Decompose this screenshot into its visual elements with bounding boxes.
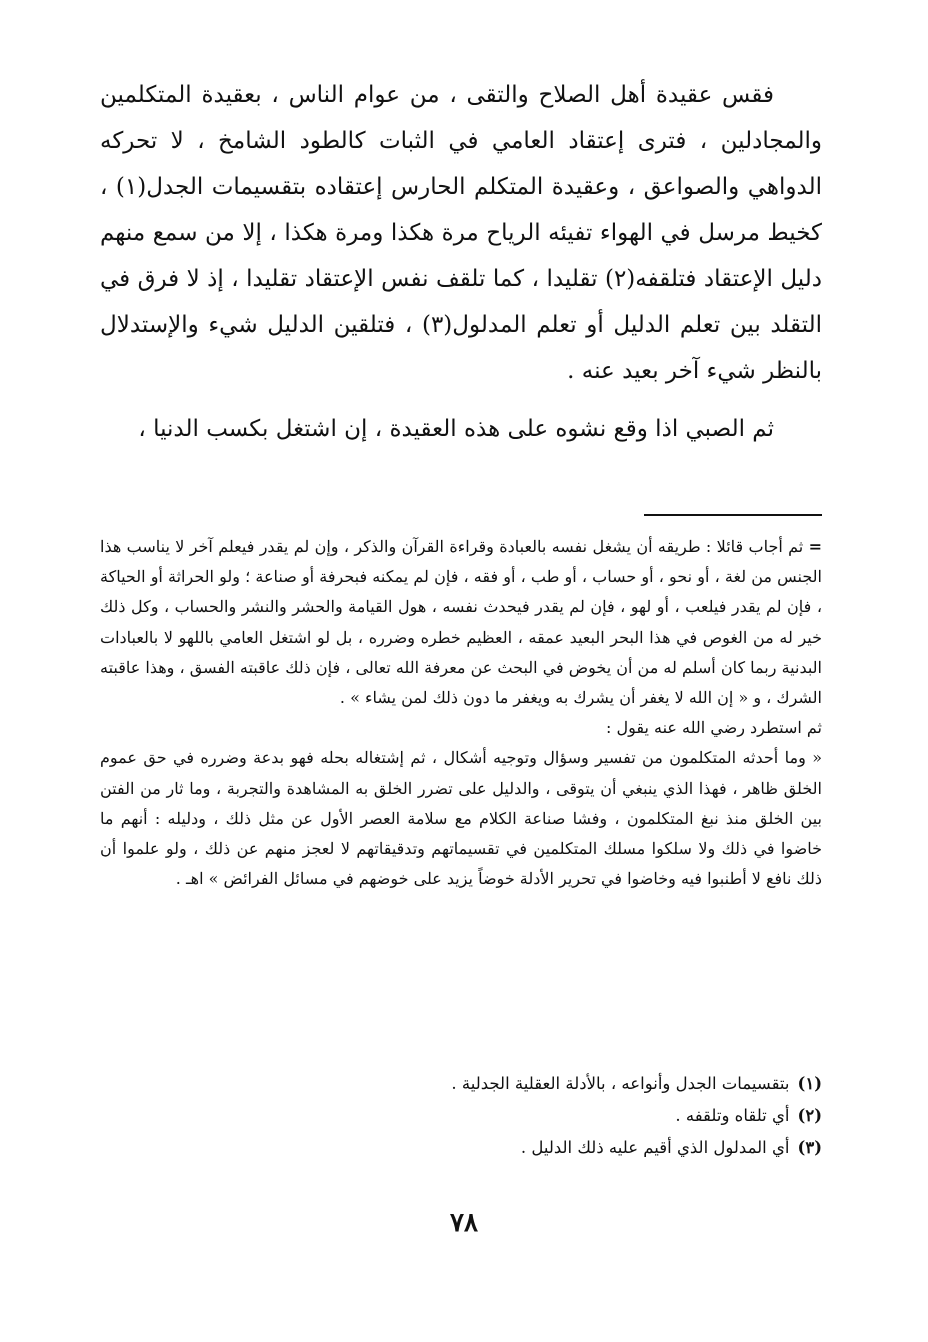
footnote-separator xyxy=(644,514,822,516)
note-block-2: ثم استطرد رضي الله عنه يقول : xyxy=(606,718,822,738)
footnote-2 xyxy=(100,1100,822,1132)
footnote-number: (٢) xyxy=(797,1106,822,1125)
continuation-mark: = xyxy=(808,537,822,556)
footnote-number: (٣) xyxy=(797,1138,822,1157)
main-text xyxy=(100,72,822,452)
footnotes xyxy=(100,1068,822,1164)
footnote-3 xyxy=(100,1132,822,1164)
footnote-text: أي المدلول الذي أقيم عليه ذلك الدليل . xyxy=(520,1138,790,1157)
page-number: ٧٨ xyxy=(450,1208,478,1238)
continued-note xyxy=(100,532,822,894)
main-paragraph-1: فقس عقيدة أهل الصلاح والتقى ، من عوام الناس ، بعقيدة المتكلمين والمجادلين ، فترى إعتقاد العامي في الثبات كالطود الشامخ ، لا تحركه الدواهي والصواعق ، وعقيدة المتكلم الحارس إعتقاده بتقسيمات الجدل(١) ، كخيط مرسل في الهواء تفيئه الرياح مرة هكذا ومرة هكذا ، إلا من سمع منهم دليل الإعتقاد فتلقفه(٢) تقليدا ، كما تلقف نفس الإعتقاد تقليدا ، إذ لا فرق في التقلد بين تعلم الدليل أو تعلم المدلول(٣) ، فتلقين الدليل شيء والإستدلال بالنظر شيء آخر بعيد عنه . xyxy=(100,82,823,384)
main-paragraph-2: ثم الصبي اذا وقع نشوه على هذه العقيدة ، إن اشتغل بكسب الدنيا ، xyxy=(138,416,774,442)
note-block-1 xyxy=(100,532,822,713)
footnote-1 xyxy=(100,1068,822,1100)
note-block-1-text: ثم أجاب قائلا : طريقه أن يشغل نفسه بالعبادة وقراءة القرآن والذكر ، وإن لم يقدر فيعلم آخر لا يناسب هذا الجنس من لغة ، أو نحو ، أو حساب ، أو طب ، أو فقه ، فإن لم يمكنه فبحرفة أو صناعة ؛ ولو الحراثة أو الحياكة ، فإن لم يقدر فيلعب ، أو لهو ، فإن لم يقدر فيحدث نفسه ، هول القيامة والحشر والنشر والحساب ، وكل ذلك خير له من الغوص في هذا البحر البعيد عمقه ، العظيم خطره وضرره ، بل لو اشتغل العامي باللهو لا بالعبادات البدنية ربما كان أسلم له من أن يخوض في البحث عن معرفة الله تعالى ، فإن ذلك عاقبته الفسق ، وهذا عاقبته الشرك ، و « إن الله لا يغفر أن يشرك به ويغفر ما دون ذلك لمن يشاء » . xyxy=(100,537,823,708)
footnote-text: بتقسيمات الجدل وأنواعه ، بالأدلة العقلية الجدلية . xyxy=(451,1074,790,1093)
footnote-number: (١) xyxy=(797,1074,822,1093)
note-block-3: « وما أحدثه المتكلمون من تفسير وسؤال وتوجيه أشكال ، ثم إشتغاله بحله فهو بدعة وضرره في حق عموم الخلق ظاهر ، فهذا الذي ينبغي أن يتوقى ، والدليل على تضرر الخلق به المشاهدة والتجربة ، وما ثار من الفتن بين الخلق منذ نبغ المتكلمون ، وفشا صناعة الكلام مع سلامة العصر الأول عن مثل ذلك ، ودليله : أنهم ما خاضوا في ذلك ولا سلكوا مسلك المتكلمين في تقسيماتهم وتدقيقاتهم لا لعجز منهم عن ذلك ، ولو علموا أن ذلك نافع لا أطنبوا فيه وخاضوا في تحرير الأدلة خوضاً يزيد على خوضهم في مسائل الفرائض » اهـ . xyxy=(100,748,823,889)
footnote-text: أي تلقاه وتلقفه . xyxy=(675,1106,790,1125)
